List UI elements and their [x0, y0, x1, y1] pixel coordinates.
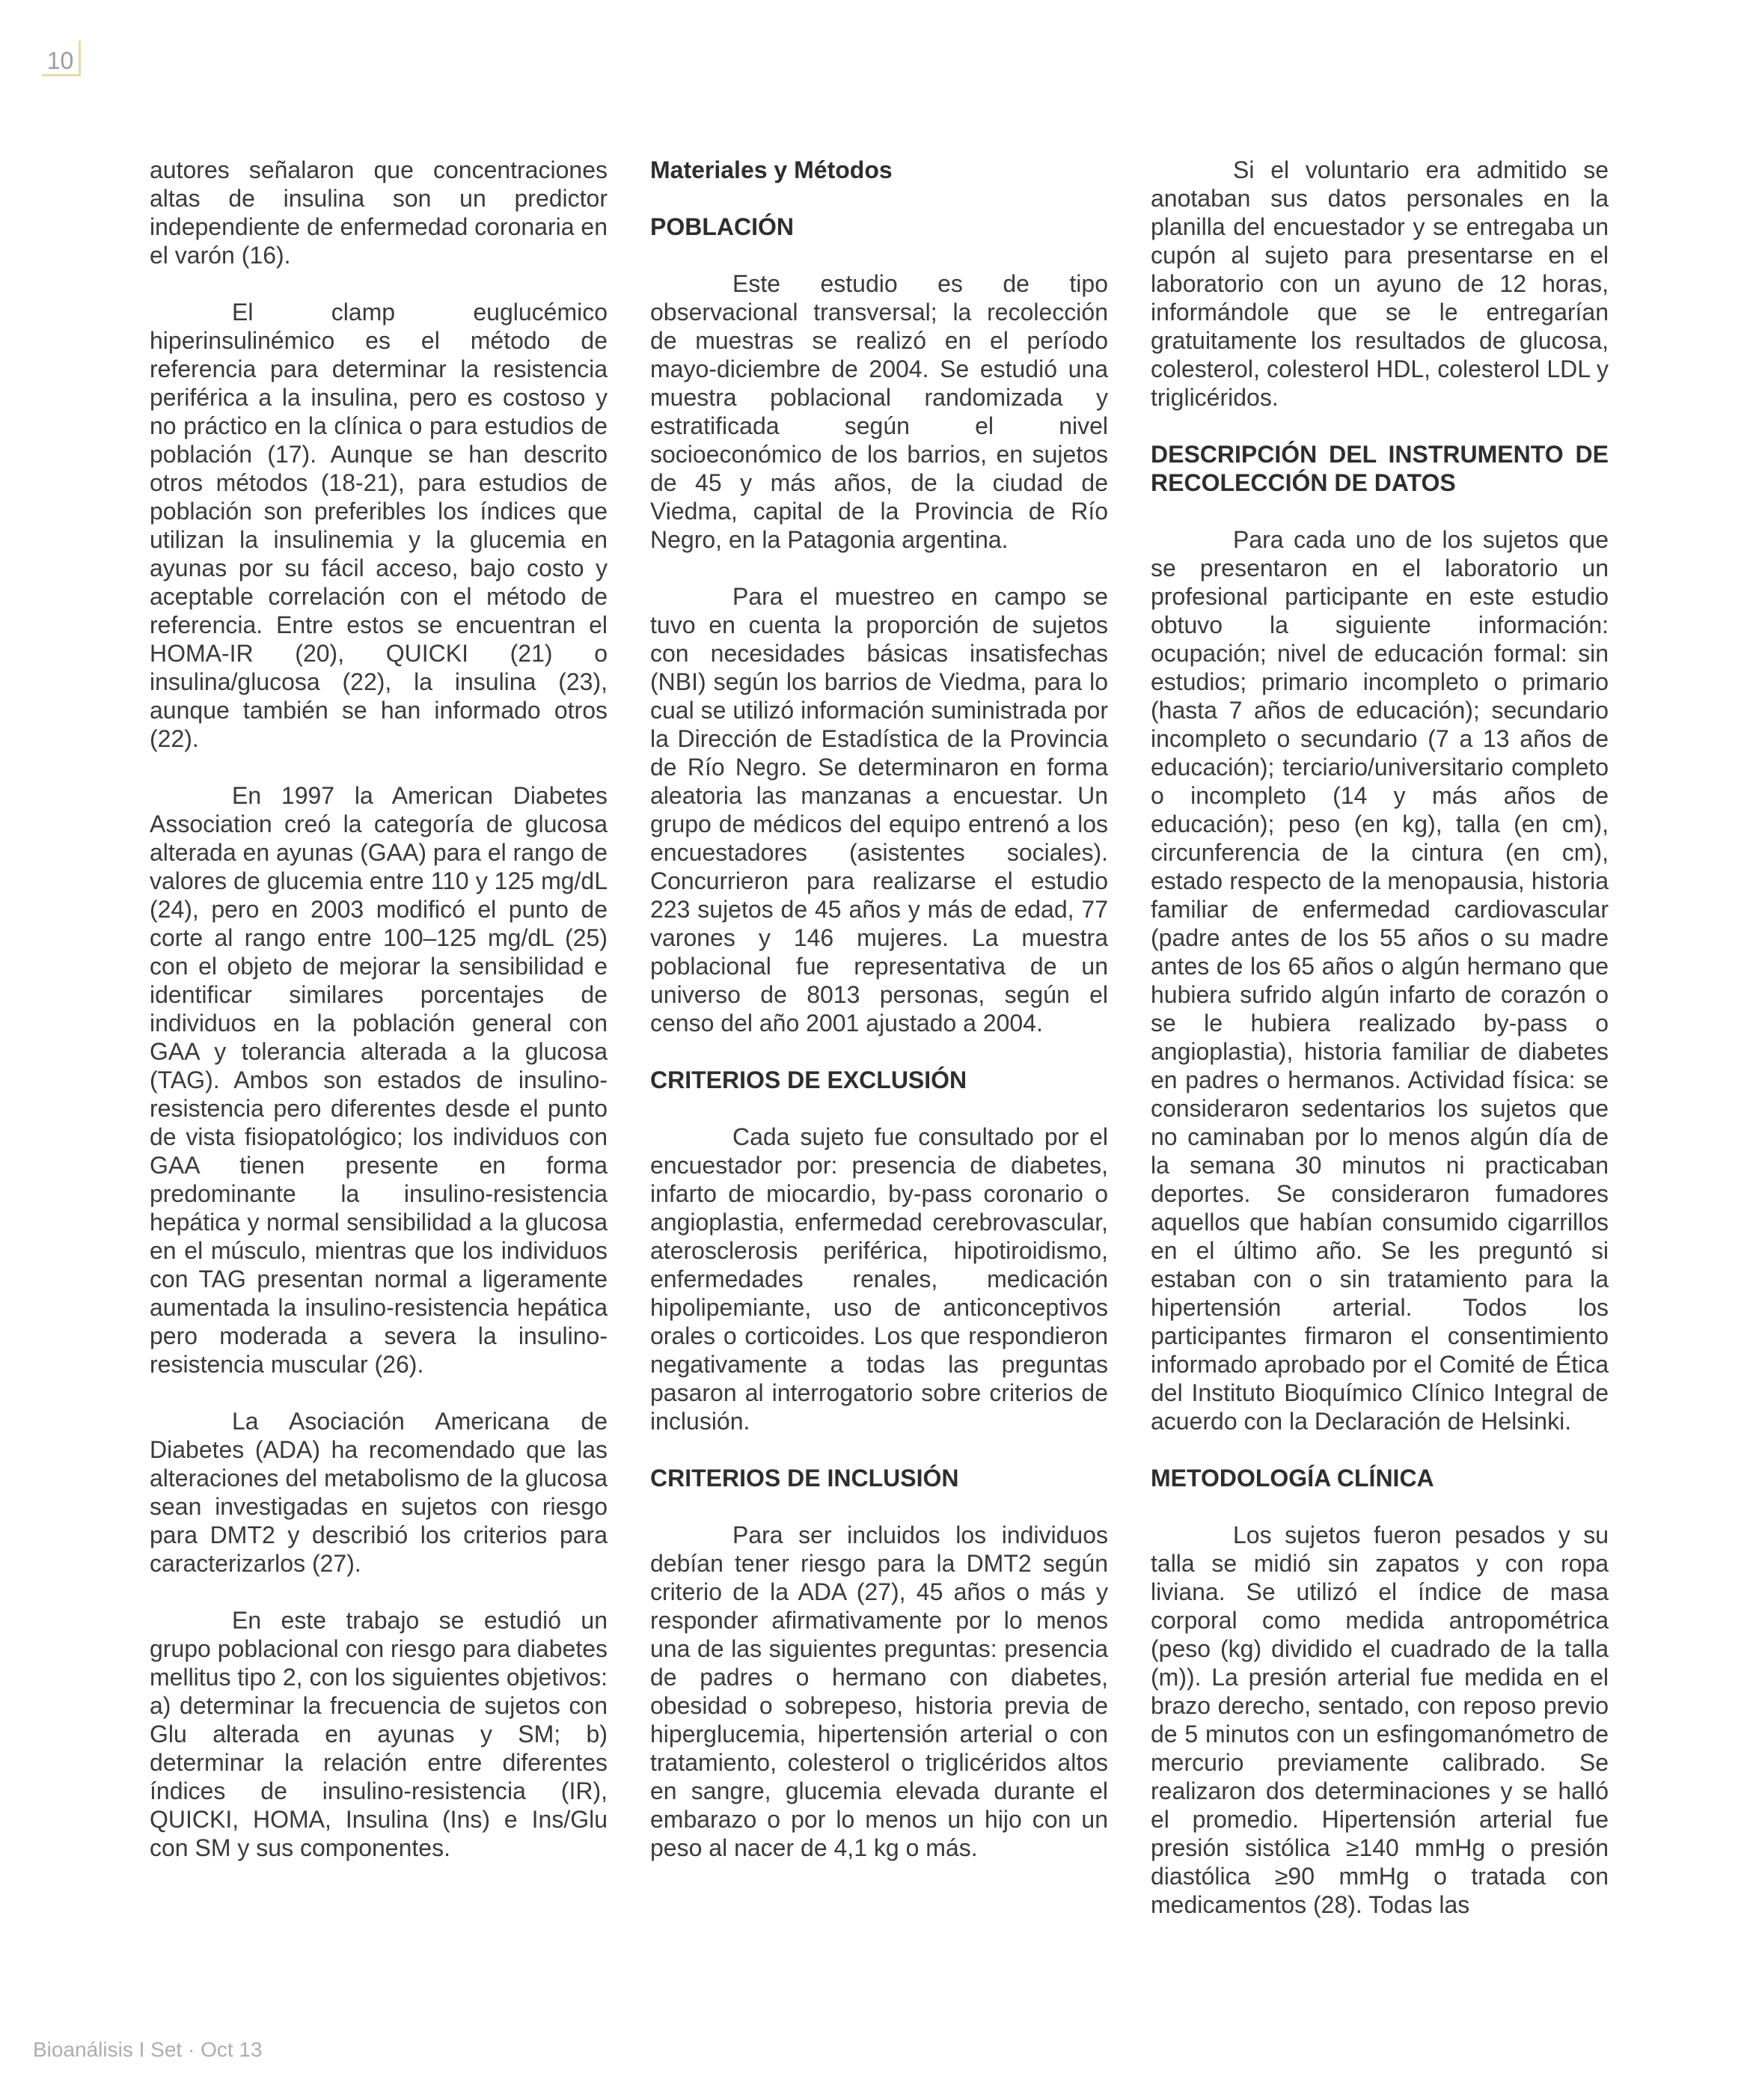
footer-journal-line: Bioanálisis I Set · Oct 13 [33, 2038, 263, 2061]
page-number: 10 [46, 47, 74, 74]
article-body [150, 156, 1609, 1947]
column-1 [150, 156, 608, 1947]
paragraph: Para cada uno de los sujetos que se presentaron en el laboratorio un profesional participante en este estudio obtuvo la siguiente información: ocupación; nivel de educación formal: sin estudios; primario incompleto o primario (hasta 7 años de educación); secundario incompleto o secundario (7 a 13 años de educación); terciario/universitario completo o incompleto (14 y más años de educación); peso (en kg), talla (en cm), circunferencia de la cintura (en cm), estado respecto de la menopausia, historia familiar de enfermedad cardiovascular (padre antes de los 55 años o su madre antes de los 65 años o algún hermano que hubiera sufrido algún infarto de corazón o se le hubiera realizado by-pass o angioplastia), historia familiar de diabetes en padres o hermanos. Actividad física: se consideraron sedentarios los sujetos que no caminaban por lo menos algún día de la semana 30 minutos ni practicaban deportes. Se consideraron fumadores aquellos que habían consumido cigarrillos en el último año. Se les preguntó si estaban con o sin tratamiento para la hipertensión arterial. Todos los participantes firmaron el consentimiento informado aprobado por el Comité de Ética del Instituto Bioquímico Clínico Integral de acuerdo con la Declaración de Helsinki. [1151, 526, 1609, 1435]
paragraph: Si el voluntario era admitido se anotaban sus datos personales en la planilla del encuestador y se entregaba un cupón al sujeto para presentarse en el laboratorio con un ayuno de 12 horas, informándole que se le entregarían gratuitamente los resultados de glucosa, colesterol, colesterol HDL, colesterol LDL y triglicéridos. [1151, 156, 1609, 411]
heading-poblacion: POBLACIÓN [650, 213, 794, 240]
heading-descripcion-del-instrumento: DESCRIPCIÓN DEL INSTRUMENTO DE RECOLECCIÓN DE DATOS [1151, 441, 1609, 496]
paragraph: Cada sujeto fue consultado por el encuestador por: presencia de diabetes, infarto de miocardio, by-pass coronario o angioplastia, enfermedad cerebrovascular, aterosclerosis periférica, hipotiroidismo, enfermedades renales, medicación hipolipemiante, uso de anticonceptivos orales o corticoides. Los que respondieron negativamente a todas las preguntas pasaron al interrogatorio sobre criterios de inclusión. [650, 1123, 1108, 1435]
paragraph: Para ser incluidos los individuos debían tener riesgo para la DMT2 según criterio de la ADA (27), 45 años o más y responder afirmativamente por lo menos una de las siguientes preguntas: presencia de padres o hermano con diabetes, obesidad o sobrepeso, historia previa de hiperglucemia, hipertensión arterial o con tratamiento, colesterol o triglicéridos altos en sangre, glucemia elevada durante el embarazo o por lo menos un hijo con un peso al nacer de 4,1 kg o más. [650, 1521, 1108, 1861]
heading-criterios-de-exclusion: CRITERIOS DE EXCLUSIÓN [650, 1066, 967, 1093]
heading-materiales-y-metodos: Materiales y Métodos [650, 156, 893, 183]
paragraph: Los sujetos fueron pesados y su talla se midió sin zapatos y con ropa liviana. Se utilizó el índice de masa corporal como medida antropométrica (peso (kg) dividido el cuadrado de la talla (m)). La presión arterial fue medida en el brazo derecho, sentado, con reposo previo de 5 minutos con un esfingomanómetro de mercurio previamente calibrado. Se realizaron dos determinaciones y se halló el promedio. Hipertensión arterial fue presión sistólica ≥140 mmHg o presión diastólica ≥90 mmHg o tratada con medicamentos (28). Todas las [1151, 1521, 1609, 1918]
column-2 [650, 156, 1108, 1947]
paragraph: Este estudio es de tipo observacional transversal; la recolección de muestras se realizó en el período mayo-diciembre de 2004. Se estudió una muestra poblacional randomizada y estratificada según el nivel socioeconómico de los barrios, en sujetos de 45 y más años, de la ciudad de Viedma, capital de la Provincia de Río Negro, en la Patagonia argentina. [650, 270, 1108, 553]
column-3 [1151, 156, 1609, 1947]
page-number-badge [42, 40, 81, 76]
paragraph: En este trabajo se estudió un grupo poblacional con riesgo para diabetes mellitus tipo 2, con los siguientes objetivos: a) determinar la frecuencia de sujetos con Glu alterada en ayunas y SM; b) determinar la relación entre diferentes índices de insulino-resistencia (IR), QUICKI, HOMA, Insulina (Ins) e Ins/Glu con SM y sus componentes. [150, 1607, 608, 1861]
paragraph: La Asociación Americana de Diabetes (ADA) ha recomendado que las alteraciones del metabolismo de la glucosa sean investigadas en sujetos con riesgo para DMT2 y describió los criterios para caracterizarlos (27). [150, 1408, 608, 1577]
paragraph: autores señalaron que concentraciones altas de insulina son un predictor independiente de enfermedad coronaria en el varón (16). [150, 156, 608, 269]
paragraph: En 1997 la American Diabetes Association creó la categoría de glucosa alterada en ayunas (GAA) para el rango de valores de glucemia entre 110 y 125 mg/dL (24), pero en 2003 modificó el punto de corte al rango entre 100–125 mg/dL (25) con el objeto de mejorar la sensibilidad e identificar similares porcentajes de individuos en la población general con GAA y tolerancia alterada a la glucosa (TAG). Ambos son estados de insulino-resistencia pero diferentes desde el punto de vista fisiopatológico; los individuos con GAA tienen presente en forma predominante la insulino-resistencia hepática y normal sensibilidad a la glucosa en el músculo, mientras que los individuos con TAG presentan normal a ligeramente aumentada la insulino-resistencia hepática pero moderada a severa la insulino-resistencia muscular (26). [150, 782, 608, 1378]
heading-criterios-de-inclusion: CRITERIOS DE INCLUSIÓN [650, 1465, 959, 1492]
paragraph: Para el muestreo en campo se tuvo en cuenta la proporción de sujetos con necesidades básicas insatisfechas (NBI) según los barrios de Viedma, para lo cual se utilizó información suministrada por la Dirección de Estadística de la Provincia de Río Negro. Se determinaron en forma aleatoria las manzanas a encuestar. Un grupo de médicos del equipo entrenó a los encuestadores (asistentes sociales). Concurrieron para realizarse el estudio 223 sujetos de 45 años y más de edad, 77 varones y 146 mujeres. La muestra poblacional fue representativa de un universo de 8013 personas, según el censo del año 2001 ajustado a 2004. [650, 583, 1108, 1037]
paragraph: El clamp euglucémico hiperinsulinémico es el método de referencia para determinar la resistencia periférica a la insulina, pero es costoso y no práctico en la clínica o para estudios de población (17). Aunque se han descrito otros métodos (18-21), para estudios de población son preferibles los índices que utilizan la insulinemia y la glucemia en ayunas por su fácil acceso, bajo costo y aceptable correlación con el método de referencia. Entre estos se encuentran el HOMA-IR (20), QUICKI (21) o insulina/glucosa (22), la insulina (23), aunque también se han informado otros (22). [150, 299, 608, 752]
heading-metodologia-clinica: METODOLOGÍA CLÍNICA [1151, 1465, 1434, 1492]
